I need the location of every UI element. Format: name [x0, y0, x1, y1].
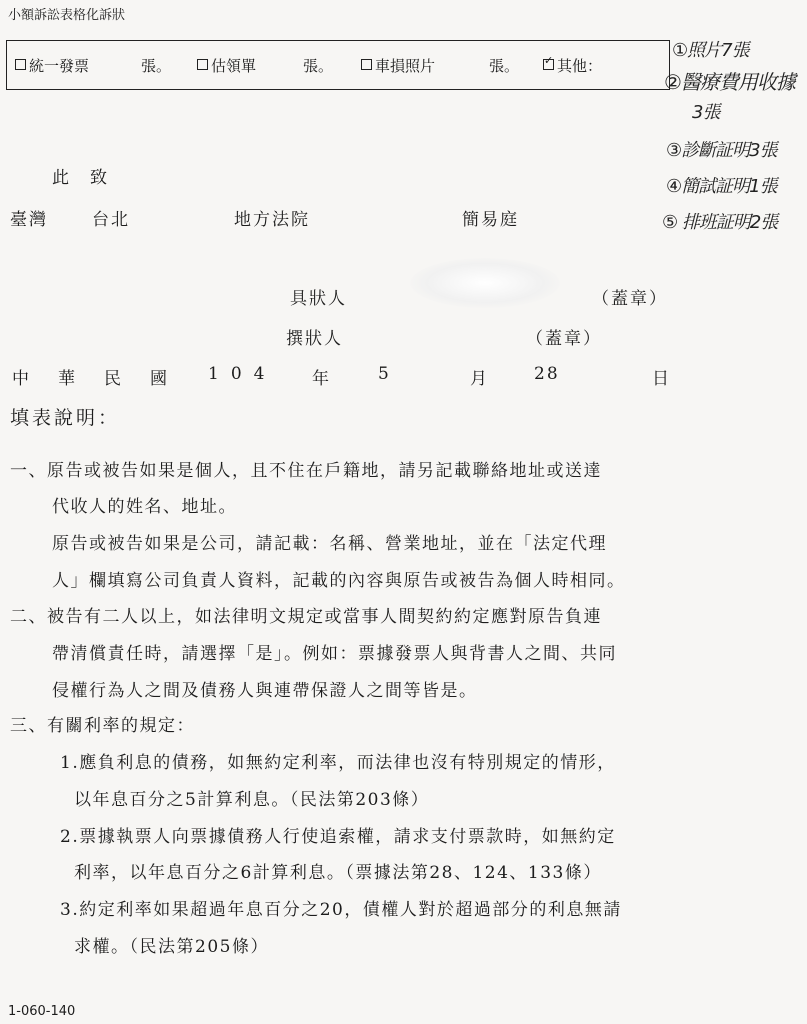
date-day-unit: 日 [652, 369, 675, 389]
court-division: 簡易庭 [462, 210, 519, 230]
checkbox-invoice[interactable] [15, 59, 26, 70]
attachment-invoice-unit: 張。 [141, 57, 172, 75]
attachment-photos-unit: 張。 [489, 57, 520, 75]
handwritten-attachment-3: ③診斷証明3張 [666, 140, 777, 161]
instruction-line-8: 三、有關利率的規定： [10, 716, 195, 736]
attachment-other[interactable] [543, 55, 602, 76]
handwritten-attachment-2b: 3張 [692, 102, 720, 123]
petitioner-seal: （蓋章） [592, 289, 668, 309]
date-era: 中 華 民 國 [12, 369, 173, 389]
attachment-invoice[interactable] [15, 55, 89, 76]
instruction-line-1: 一、原告或被告如果是個人，且不住在戶籍地，請另記載聯絡地址或送達 [10, 461, 602, 481]
stamp-smudge [410, 258, 560, 308]
instruction-line-6: 帶清償責任時，請選擇「是」。例如：票據發票人與背書人之間、共同 [52, 644, 617, 664]
instruction-line-5: 二、被告有二人以上，如法律明文規定或當事人間契約約定應對原告負連 [10, 607, 602, 627]
drafter-label: 撰狀人 [286, 329, 343, 349]
salutation: 此 致 [52, 168, 109, 188]
attachment-estimate[interactable] [197, 55, 256, 76]
attachment-invoice-label: 統一發票 [29, 57, 90, 75]
form-code: 1-060-140 [8, 1004, 76, 1019]
attachment-estimate-label: 估領單 [211, 57, 257, 75]
handwritten-attachment-5: ⑤ 排班証明2張 [662, 212, 778, 233]
instruction-line-9: 1.應負利息的債務，如無約定利率，而法律也沒有特別規定的情形， [60, 753, 616, 773]
date-year: 104 [208, 364, 277, 384]
court-name: 地方法院 [234, 210, 310, 230]
instruction-line-3: 原告或被告如果是公司，請記載：名稱、營業地址，並在「法定代理 [52, 534, 607, 554]
attachments-box [6, 40, 670, 90]
instruction-line-2: 代收人的姓名、地址。 [52, 497, 237, 517]
date-day: 28 [534, 364, 560, 384]
instruction-line-14: 求權。（民法第205條） [74, 937, 269, 957]
region: 臺灣 [10, 210, 48, 230]
checkbox-estimate[interactable] [197, 59, 208, 70]
instruction-line-11: 2.票據執票人向票據債務人行使追索權，請求支付票款時，如無約定 [60, 827, 616, 847]
date-month-unit: 月 [470, 369, 493, 389]
instruction-line-10: 以年息百分之5計算利息。（民法第203條） [74, 790, 430, 810]
attachment-photos-label: 車損照片 [375, 57, 436, 75]
checkbox-photos[interactable] [361, 59, 372, 70]
date-month: 5 [378, 364, 395, 384]
instruction-line-4: 人」欄填寫公司負責人資料，記載的內容與原告或被告為個人時相同。 [52, 571, 626, 591]
handwritten-attachment-1: ①照片7張 [672, 40, 749, 61]
handwritten-attachment-2: ②醫療費用收據 [664, 70, 795, 94]
drafter-seal: （蓋章） [526, 329, 602, 349]
petitioner-label: 具狀人 [290, 289, 347, 309]
handwritten-attachment-4: ④簡試証明1張 [666, 176, 777, 197]
instruction-line-13: 3.約定利率如果超過年息百分之20，債權人對於超過部分的利息無請 [60, 900, 622, 920]
checkbox-other[interactable] [543, 59, 554, 70]
instruction-line-7: 侵權行為人之間及債務人與連帶保證人之間等皆是。 [52, 681, 478, 701]
attachment-photos[interactable] [361, 55, 435, 76]
date-year-unit: 年 [312, 369, 335, 389]
instruction-line-12: 利率，以年息百分之6計算利息。（票據法第28、124、133條） [74, 863, 602, 883]
attachment-estimate-unit: 張。 [303, 57, 334, 75]
attachment-other-label: 其他： [557, 57, 603, 75]
form-title: 小額訴訟表格化訴狀 [8, 8, 126, 23]
city: 台北 [92, 210, 130, 230]
instructions-heading: 填表說明： [10, 407, 121, 429]
